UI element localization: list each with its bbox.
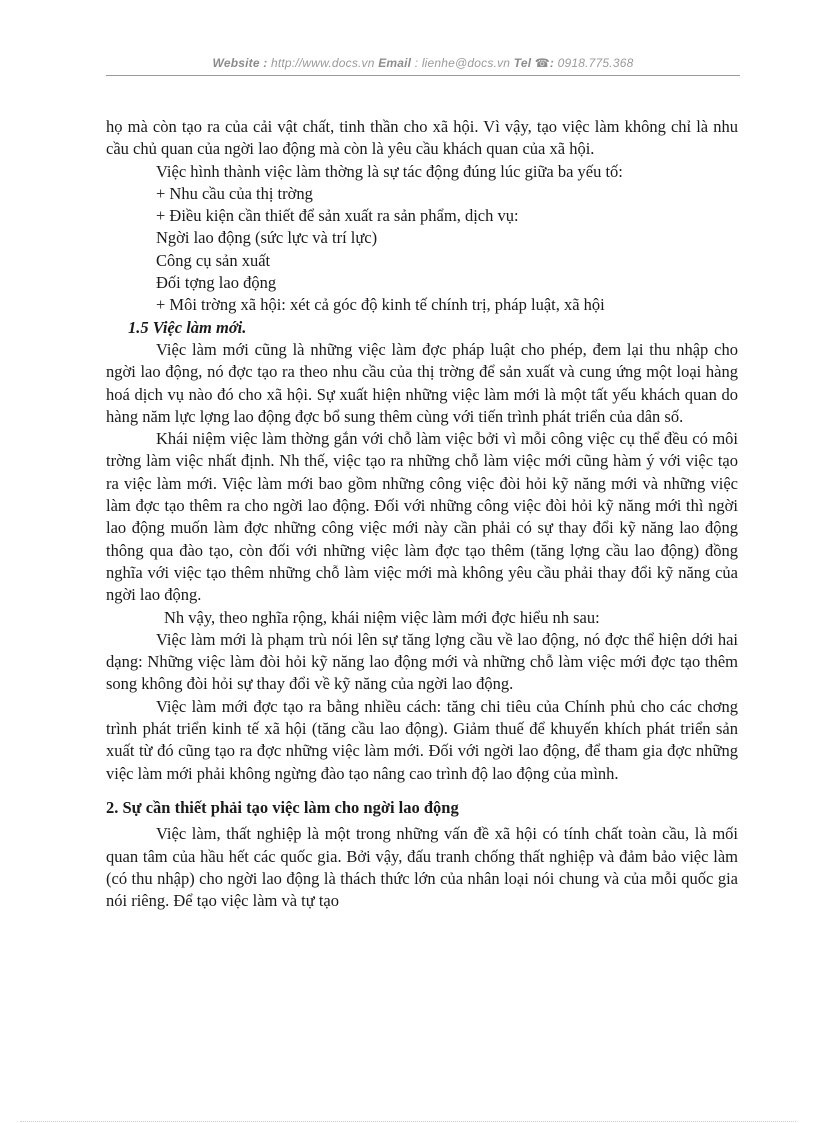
paragraph: Việc làm mới đợc tạo ra bằng nhiều cách: tăng chi tiêu của Chính phủ cho các chơng trình phát triển kinh tế xã hội (tăng cầu lao động). Giảm thuế để khuyến khích phát triển sản xuất từ đó cũng tạo ra đợc những việc làm mới. Đối với ngời lao động, để tham gia đợc những việc làm mới phải không ngừng đào tạo nâng cao trình độ lao động của mình. [106, 696, 738, 783]
website-label: Website : [212, 56, 268, 70]
paragraph: Việc làm, thất nghiệp là một trong những vấn đề xã hội có tính chất toàn cầu, là mối quan tâm của hầu hết các quốc gia. Bởi vậy, đấu tranh chống thất nghiệp và đảm bảo việc làm (có thu nhập) cho ngời lao động là thách thức lớn của nhân loại nói chung và của mỗi quốc gia nói riêng. Để tạo việc làm và tự tạo [106, 824, 738, 911]
list-item: Ngời lao động (sức lực và trí lực) [156, 228, 378, 248]
paragraph: Việc làm mới là phạm trù nói lên sự tăng lợng cầu về lao động, nó đợc thể hiện dới hai dạng: Những việc làm đòi hỏi kỹ năng lao động mới và những chỗ làm việc mới đợc tạo thêm song không đòi hỏi sự thay đổi về kỹ năng của ngời lao động. [106, 629, 738, 694]
paragraph: Việc hình thành việc làm thờng là sự tác động đúng lúc giữa ba yếu tố: [156, 161, 623, 181]
paragraph: Khái niệm việc làm thờng gắn với chỗ làm việc bởi vì mỗi công việc cụ thể đều có môi trờng làm việc nhất định. Nh thế, việc tạo ra những chỗ làm việc mới cũng hàm ý với việc tạo ra việc làm mới. Việc làm mới bao gồm những công việc đòi hỏi kỹ năng mới và những việc làm đợc tạo thêm ra cho ngời lao động. Đối với những công việc đòi hỏi kỹ năng mới thì ngời lao động muốn làm đợc những công việc mới này cần phải có sự thay đổi kỹ năng lao động thông qua đào tạo, còn đối với những việc làm đợc tạo thêm (tăng lợng cầu lao động) đồng nghĩa với việc tạo thêm những chỗ làm việc mới mà không yêu cầu phải thay đổi kỹ năng của ngời lao động. [106, 429, 738, 605]
footer-divider [20, 1121, 796, 1122]
tel-value: 0918.775.368 [557, 56, 634, 70]
email-label: Email [378, 56, 412, 70]
paragraph: Việc làm mới cũng là những việc làm đợc pháp luật cho phép, đem lại thu nhập cho ngời lao động, nó đợc tạo ra theo nhu cầu của thị trờng để sản xuất và cung ứng một loại hàng hoá dịch vụ nào đó cho xã hội. Sự xuất hiện những việc làm mới là một tất yếu khách quan do hàng năm lực lợng lao động đợc bổ sung thêm cùng với tiến trình phát triển của dân số. [106, 339, 738, 426]
paragraph: họ mà còn tạo ra của cải vật chất, tinh thần cho xã hội. Vì vậy, tạo việc làm không chỉ là nhu cầu chủ quan của ngời lao động mà còn là yêu cầu khách quan của xã hội. [106, 117, 738, 159]
email-value[interactable]: : lienhe@docs.vn [414, 56, 511, 70]
list-item: Công cụ sản xuất [156, 250, 271, 270]
list-item: + Nhu cầu của thị trờng [156, 183, 313, 203]
tel-label: Tel ☎: [513, 56, 555, 70]
document-body [106, 116, 738, 912]
website-value[interactable]: http://www.docs.vn [270, 56, 375, 70]
list-item: + Môi trờng xã hội: xét cả góc độ kinh tế chính trị, pháp luật, xã hội [156, 295, 605, 315]
page-header [106, 56, 740, 70]
paragraph: Nh vậy, theo nghĩa rộng, khái niệm việc làm mới đợc hiểu nh sau: [164, 607, 600, 627]
section-heading-2: 2. Sự cần thiết phải tạo việc làm cho ngời lao động [106, 797, 459, 817]
list-item: + Điều kiện cần thiết để sản xuất ra sản phẩm, dịch vụ: [156, 206, 519, 226]
section-heading-1-5: 1.5 Việc làm mới. [128, 317, 247, 337]
list-item: Đối tợng lao động [156, 273, 277, 293]
header-divider [106, 75, 740, 76]
